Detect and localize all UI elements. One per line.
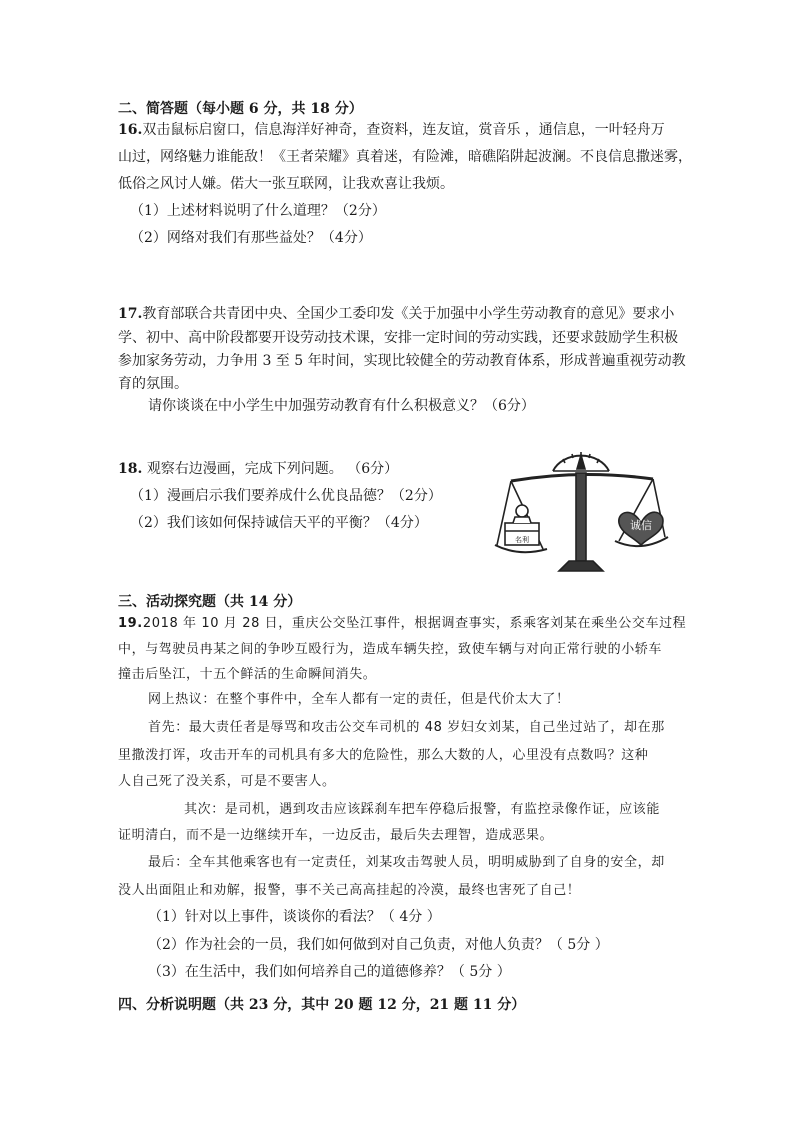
q16-line-3: 低俗之风讨人嫌。偌大一张互联网，让我欢喜让我烦。 xyxy=(118,176,454,192)
q17-line-1 xyxy=(118,304,674,324)
q17-line-4: 育的氛围。 xyxy=(118,376,188,392)
q17-line-2: 学、初中、高中阶段都要开设劳动技术课，安排一定时间的劳动实践，还要求鼓励学生积极 xyxy=(118,330,678,346)
q16-line-1 xyxy=(118,120,665,140)
q19-sub-1: （1）针对以上事件，谈谈你的看法？（ 4分 ） xyxy=(148,909,441,925)
section-heading-activity: 三、活动探究题（共 14 分） xyxy=(118,594,302,610)
q19-opinion: 网上热议：在整个事件中，全车人都有一定的责任，但是代价太大了！ xyxy=(148,692,570,707)
q17-line-3: 参加家务劳动，力争用 3 至 5 年时间，实现比较健全的劳动教育体系，形成普遍重视劳动教 xyxy=(118,353,686,369)
q16-text-1: 双击鼠标启窗口，信息海洋好神奇，查资料，连友谊，赏音乐 ，通信息，一叶轻舟万 xyxy=(142,122,665,138)
q18-sub-2: （2）我们该如何保持诚信天平的平衡？（4分） xyxy=(130,515,428,531)
q17-number: 17. xyxy=(118,306,143,322)
q19-first-2: 里撒泼打诨，攻击开车的司机具有多大的危险性，那么大数的人，心里没有点数吗？这种 xyxy=(118,748,649,763)
q18-sub-1: （1）漫画启示我们要养成什么优良品德？（2分） xyxy=(130,488,442,504)
q18-number: 18. xyxy=(118,461,143,477)
q19-second-1: 其次：是司机，遇到攻击应该踩刹车把车停稳后报警，有监控录像作证，应该能 xyxy=(184,802,661,817)
q19-line-3: 撞击后坠江，十五个鲜活的生命瞬间消失。 xyxy=(118,667,377,682)
balance-scale-icon xyxy=(495,452,668,571)
q16-line-2: 山过，网络魅力谁能敌！《王者荣耀》真着迷，有险滩，暗礁陷阱起波澜。不良信息撒迷雾， xyxy=(118,149,692,165)
q17-text-1: 教育部联合共青团中央、全国少工委印发《关于加强中小学生劳动教育的意见》要求小 xyxy=(142,306,675,322)
q19-line-1 xyxy=(118,614,686,634)
q19-first-3: 人自己死了没关系，可是不要害人。 xyxy=(118,774,336,789)
balance-scale-cartoon xyxy=(493,445,671,575)
q19-second-2: 证明清白，而不是一边继续开车，一边反击，最后失去理智，造成恶果。 xyxy=(118,828,554,843)
q19-line-2: 中，与驾驶员冉某之间的争吵互殴行为，造成车辆失控，致使车辆与对向正常行驶的小轿车 xyxy=(118,642,663,657)
q16-sub-1: （1）上述材料说明了什么道理？（2分） xyxy=(130,203,386,219)
q18-intro-line xyxy=(118,459,398,479)
box-label: 名利 xyxy=(515,536,529,544)
q19-text-1: 2018 年 10 月 28 日，重庆公交坠江事件，根据调查事实，系乘客刘某在乘坐公交车过程 xyxy=(142,616,687,631)
q19-last-1: 最后：全车其他乘客也有一定责任，刘某攻击驾驶人员，明明威胁到了自身的安全，却 xyxy=(148,855,665,870)
q16-sub-2: （2）网络对我们有那些益处？（4分） xyxy=(130,230,372,246)
q18-intro: 观察右边漫画，完成下列问题。 （6分） xyxy=(146,461,399,477)
q19-sub-2: （2）作为社会的一员，我们如何做到对自己负责，对他人负责？（ 5分 ） xyxy=(148,937,609,953)
q19-first-1: 首先：最大责任者是辱骂和攻击公交车司机的 48 岁妇女刘某，自己坐过站了，却在那 xyxy=(148,720,665,735)
heart-label: 诚信 xyxy=(630,519,652,532)
section-heading-short-answer: 二、简答题（每小题 6 分，共 18 分） xyxy=(118,101,363,117)
q16-number: 16. xyxy=(118,122,143,138)
q19-last-2: 没人出面阻止和劝解，报警，事不关己高高挂起的冷漠，最终也害死了自己！ xyxy=(118,883,581,898)
q19-sub-3: （3）在生活中，我们如何培养自己的道德修养？（ 5分 ） xyxy=(148,964,511,980)
q19-number: 19. xyxy=(118,616,143,631)
q17-prompt: 请你谈谈在中小学生中加强劳动教育有什么积极意义？（6分） xyxy=(148,398,535,414)
section-heading-analysis: 四、分析说明题（共 23 分，其中 20 题 12 分，21 题 11 分） xyxy=(118,997,526,1013)
